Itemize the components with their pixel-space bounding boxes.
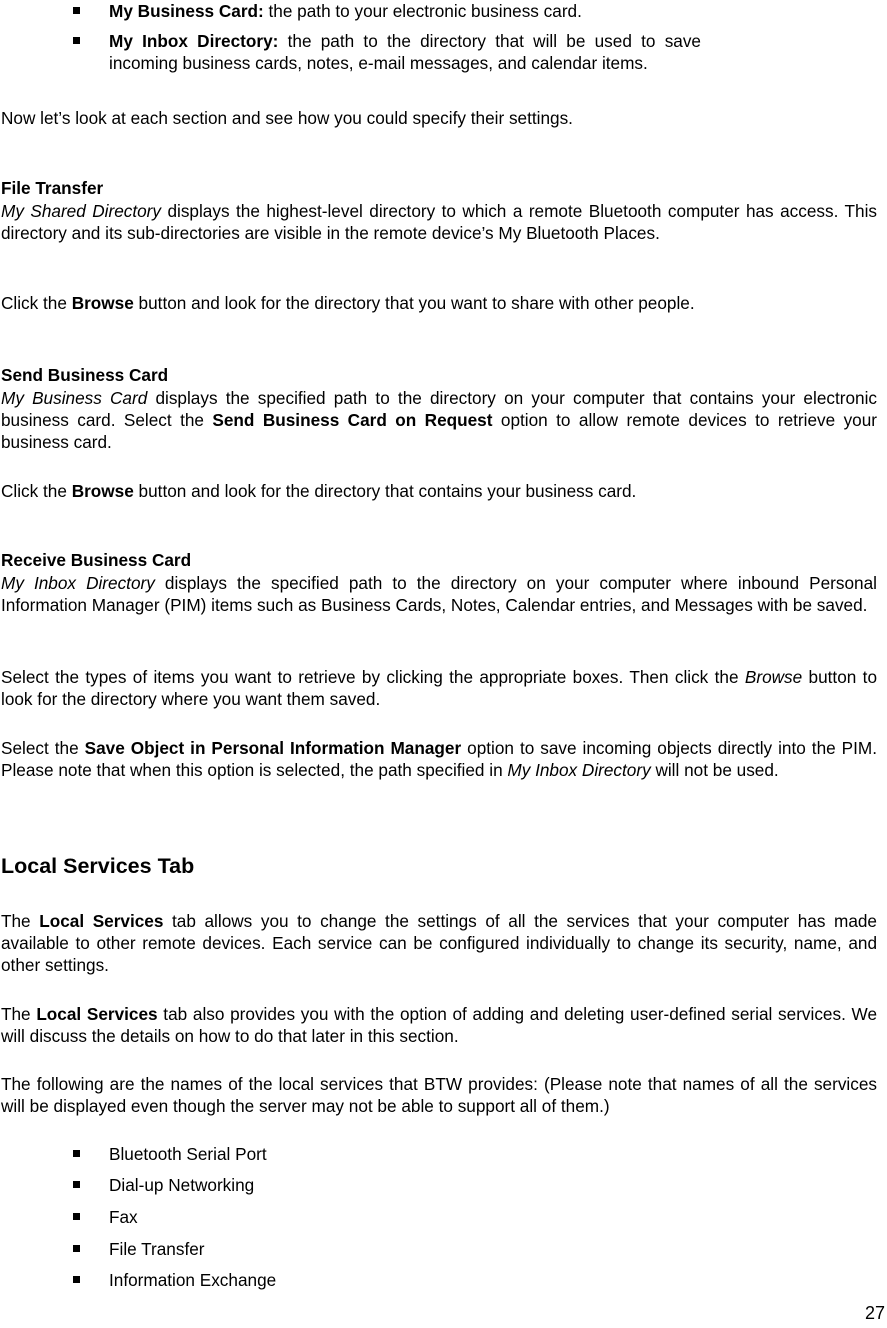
- send-card-paragraph-2: Click the Browse button and look for the directory that contains your business card.: [1, 481, 637, 501]
- file-transfer-paragraph-2: Click the Browse button and look for the directory that you want to share with other people.: [1, 293, 695, 313]
- file-transfer-heading: File Transfer: [1, 178, 104, 198]
- local-services-heading: Local Services Tab: [1, 854, 195, 878]
- bullet-desc: the path to your electronic business card.: [263, 1, 582, 21]
- bullet-square-icon: [73, 1213, 80, 1220]
- intro-paragraph: Now let’s look at each section and see how you could specify their settings.: [1, 108, 573, 128]
- local-services-paragraph-1: The Local Services tab allows you to change the settings of all the services that your computer has made available to other remote devices. Each service can be configured individually to change its security, name, and other settings.: [1, 911, 877, 975]
- receive-card-paragraph-3: Select the Save Object in Personal Information Manager option to save incoming objects directly into the PIM. Please note that when this option is selected, the path specified in My Inbox Directory will not be used.: [1, 738, 877, 780]
- bullet-square-icon: [73, 1150, 80, 1157]
- bullet-desc: the path to the directory that will be used to save incoming business cards, notes, e-mail messages, and calendar items.: [109, 31, 701, 73]
- send-card-paragraph-1: My Business Card displays the specified path to the directory on your computer that contains your electronic business card. Select the Send Business Card on Request option to allow remote devices to retrieve your business card.: [1, 388, 878, 452]
- bullet-square-icon: [73, 1181, 80, 1188]
- bullet-square-icon: [73, 37, 80, 44]
- bullet-square-icon: [73, 7, 80, 14]
- bullet-square-icon: [73, 1245, 80, 1252]
- page-number: 27: [864, 1303, 885, 1323]
- bullet-term: My Inbox Directory:: [109, 31, 279, 51]
- bullet-term: My Business Card:: [109, 1, 264, 21]
- receive-card-paragraph-1: My Inbox Directory displays the specified path to the directory on your computer where inbound Personal Information Manager (PIM) items such as Business Cards, Notes, Calendar entries, and Messages with be saved.: [1, 573, 877, 615]
- file-transfer-paragraph-1: My Shared Directory displays the highest-level directory to which a remote Bluetooth computer has access. This directory and its sub-directories are visible in the remote device’s My Bluetooth Places.: [1, 201, 877, 243]
- local-services-paragraph-3: The following are the names of the local services that BTW provides: (Please note that names of all the services will be displayed even though the server may not be able to support all of them.): [1, 1074, 877, 1116]
- bullet-square-icon: [73, 1276, 80, 1283]
- receive-card-heading: Receive Business Card: [1, 550, 192, 570]
- local-services-paragraph-2: The Local Services tab also provides you with the option of adding and deleting user-defined serial services. We will discuss the details on how to do that later in this section.: [1, 1004, 878, 1046]
- document-page: My Business Card: the path to your electronic business card. My Inbox Directory: the path to the directory that will be used to save incoming business cards, notes, e-mail messages, and calendar items. Now let’s look at each section and see how you could specify their settings. File Transfer My Shared Directory displays the highest-level directory to which a remote Bluetooth computer has access. This directory and its sub-directories are visible in the remote device’s My Bluetooth Places. Click the Browse button and look for the directory that you want to share with other people. Send Business Card My Business Card displays the specified path to the directory on your computer that contains your electronic business card. Select the Send Business Card on Request option to allow remote devices to retrieve your business card. Click the Browse button and look for the directory that contains your business card. Receive Business Card My Inbox Directory displays the specified path to the directory on your computer where inbound Personal Information Manager (PIM) items such as Business Cards, Notes, Calendar entries, and Messages with be saved. Select the types of items you want to retrieve by clicking the appropriate boxes. Then click the Browse button to look for the directory where you want them saved. Select the Save Object in Personal Information Manager option to save incoming objects directly into the PIM. Please note that when this option is selected, the path specified in My Inbox Directory will not be used. Local Services Tab The Local Services tab allows you to change the settings of all the services that your computer has made available to other remote devices. Each service can be configured individually to change its security, name, and other settings. The Local Services tab also provides you with the option of adding and deleting user-defined serial services. We will discuss the details on how to do that later in this section. The following are the names of the local services that BTW provides: (Please note that names of all the services will be displayed even though the server may not be able to support all of them.) Bluetooth Serial Port Dial-up Networking Fax File Transfer Information Exchange 27: [1, 1, 885, 1323]
- send-card-heading: Send Business Card: [1, 365, 169, 385]
- receive-card-paragraph-2: Select the types of items you want to retrieve by clicking the appropriate boxes. Then click the Browse button to look for the directory where you want them saved.: [1, 667, 878, 709]
